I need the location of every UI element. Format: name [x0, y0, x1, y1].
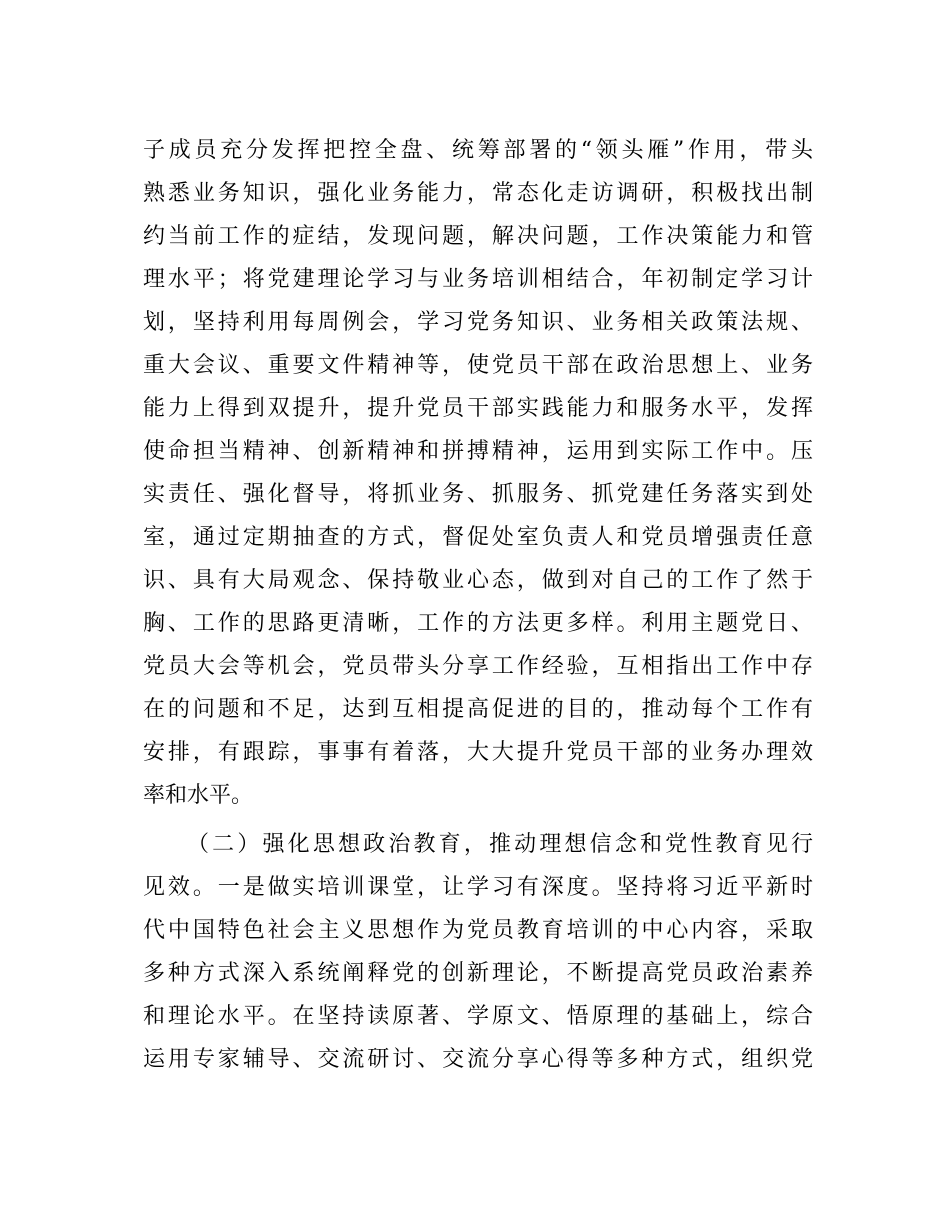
paragraph-line: 约当前工作的症结，发现问题，解决问题，工作决策能力和管: [143, 224, 813, 249]
paragraph-line: 党员大会等机会，党员带头分享工作经验，互相指出工作中存: [143, 654, 813, 679]
paragraph-line: 在的问题和不足，达到互相提高促进的目的，推动每个工作有: [143, 697, 813, 722]
paragraph-line: 实责任、强化督导，将抓业务、抓服务、抓党建任务落实到处: [143, 482, 813, 507]
paragraph-line: 代中国特色社会主义思想作为党员教育培训的中心内容，采取: [143, 918, 813, 943]
paragraph-line: （二）强化思想政治教育，推动理想信念和党性教育见行: [187, 832, 813, 857]
paragraph-line: 多种方式深入系统阐释党的创新理论，不断提高党员政治素养: [143, 961, 813, 986]
paragraph-line: 重大会议、重要文件精神等，使党员干部在政治思想上、业务: [143, 353, 813, 378]
paragraph-line: 安排，有跟踪，事事有着落，大大提升党员干部的业务办理效: [143, 740, 813, 765]
paragraph-line: 划，坚持利用每周例会，学习党务知识、业务相关政策法规、: [143, 310, 813, 335]
paragraph-line: 理水平；将党建理论学习与业务培训相结合，年初制定学习计: [143, 267, 813, 292]
paragraph-line: 率和水平。: [143, 783, 254, 808]
paragraph-line: 使命担当精神、创新精神和拼搏精神，运用到实际工作中。压: [143, 439, 813, 464]
paragraph-line: 熟悉业务知识，强化业务能力，常态化走访调研，积极找出制: [143, 181, 813, 206]
paragraph-line: 见效。一是做实培训课堂，让学习有深度。坚持将习近平新时: [143, 875, 813, 900]
paragraph-line: 室，通过定期抽查的方式，督促处室负责人和党员增强责任意: [143, 525, 813, 550]
paragraph-line: 能力上得到双提升，提升党员干部实践能力和服务水平，发挥: [143, 396, 813, 421]
paragraph-line: 和理论水平。在坚持读原著、学原文、悟原理的基础上，综合: [143, 1004, 813, 1029]
paragraph-line: 运用专家辅导、交流研讨、交流分享心得等多种方式，组织党: [143, 1047, 813, 1072]
paragraph-line: 子成员充分发挥把控全盘、统筹部署的“领头雁”作用，带头: [143, 138, 813, 163]
paragraph-line: 识、具有大局观念、保持敬业心态，做到对自己的工作了然于: [143, 568, 813, 593]
paragraph-line: 胸、工作的思路更清晰，工作的方法更多样。利用主题党日、: [143, 611, 813, 636]
